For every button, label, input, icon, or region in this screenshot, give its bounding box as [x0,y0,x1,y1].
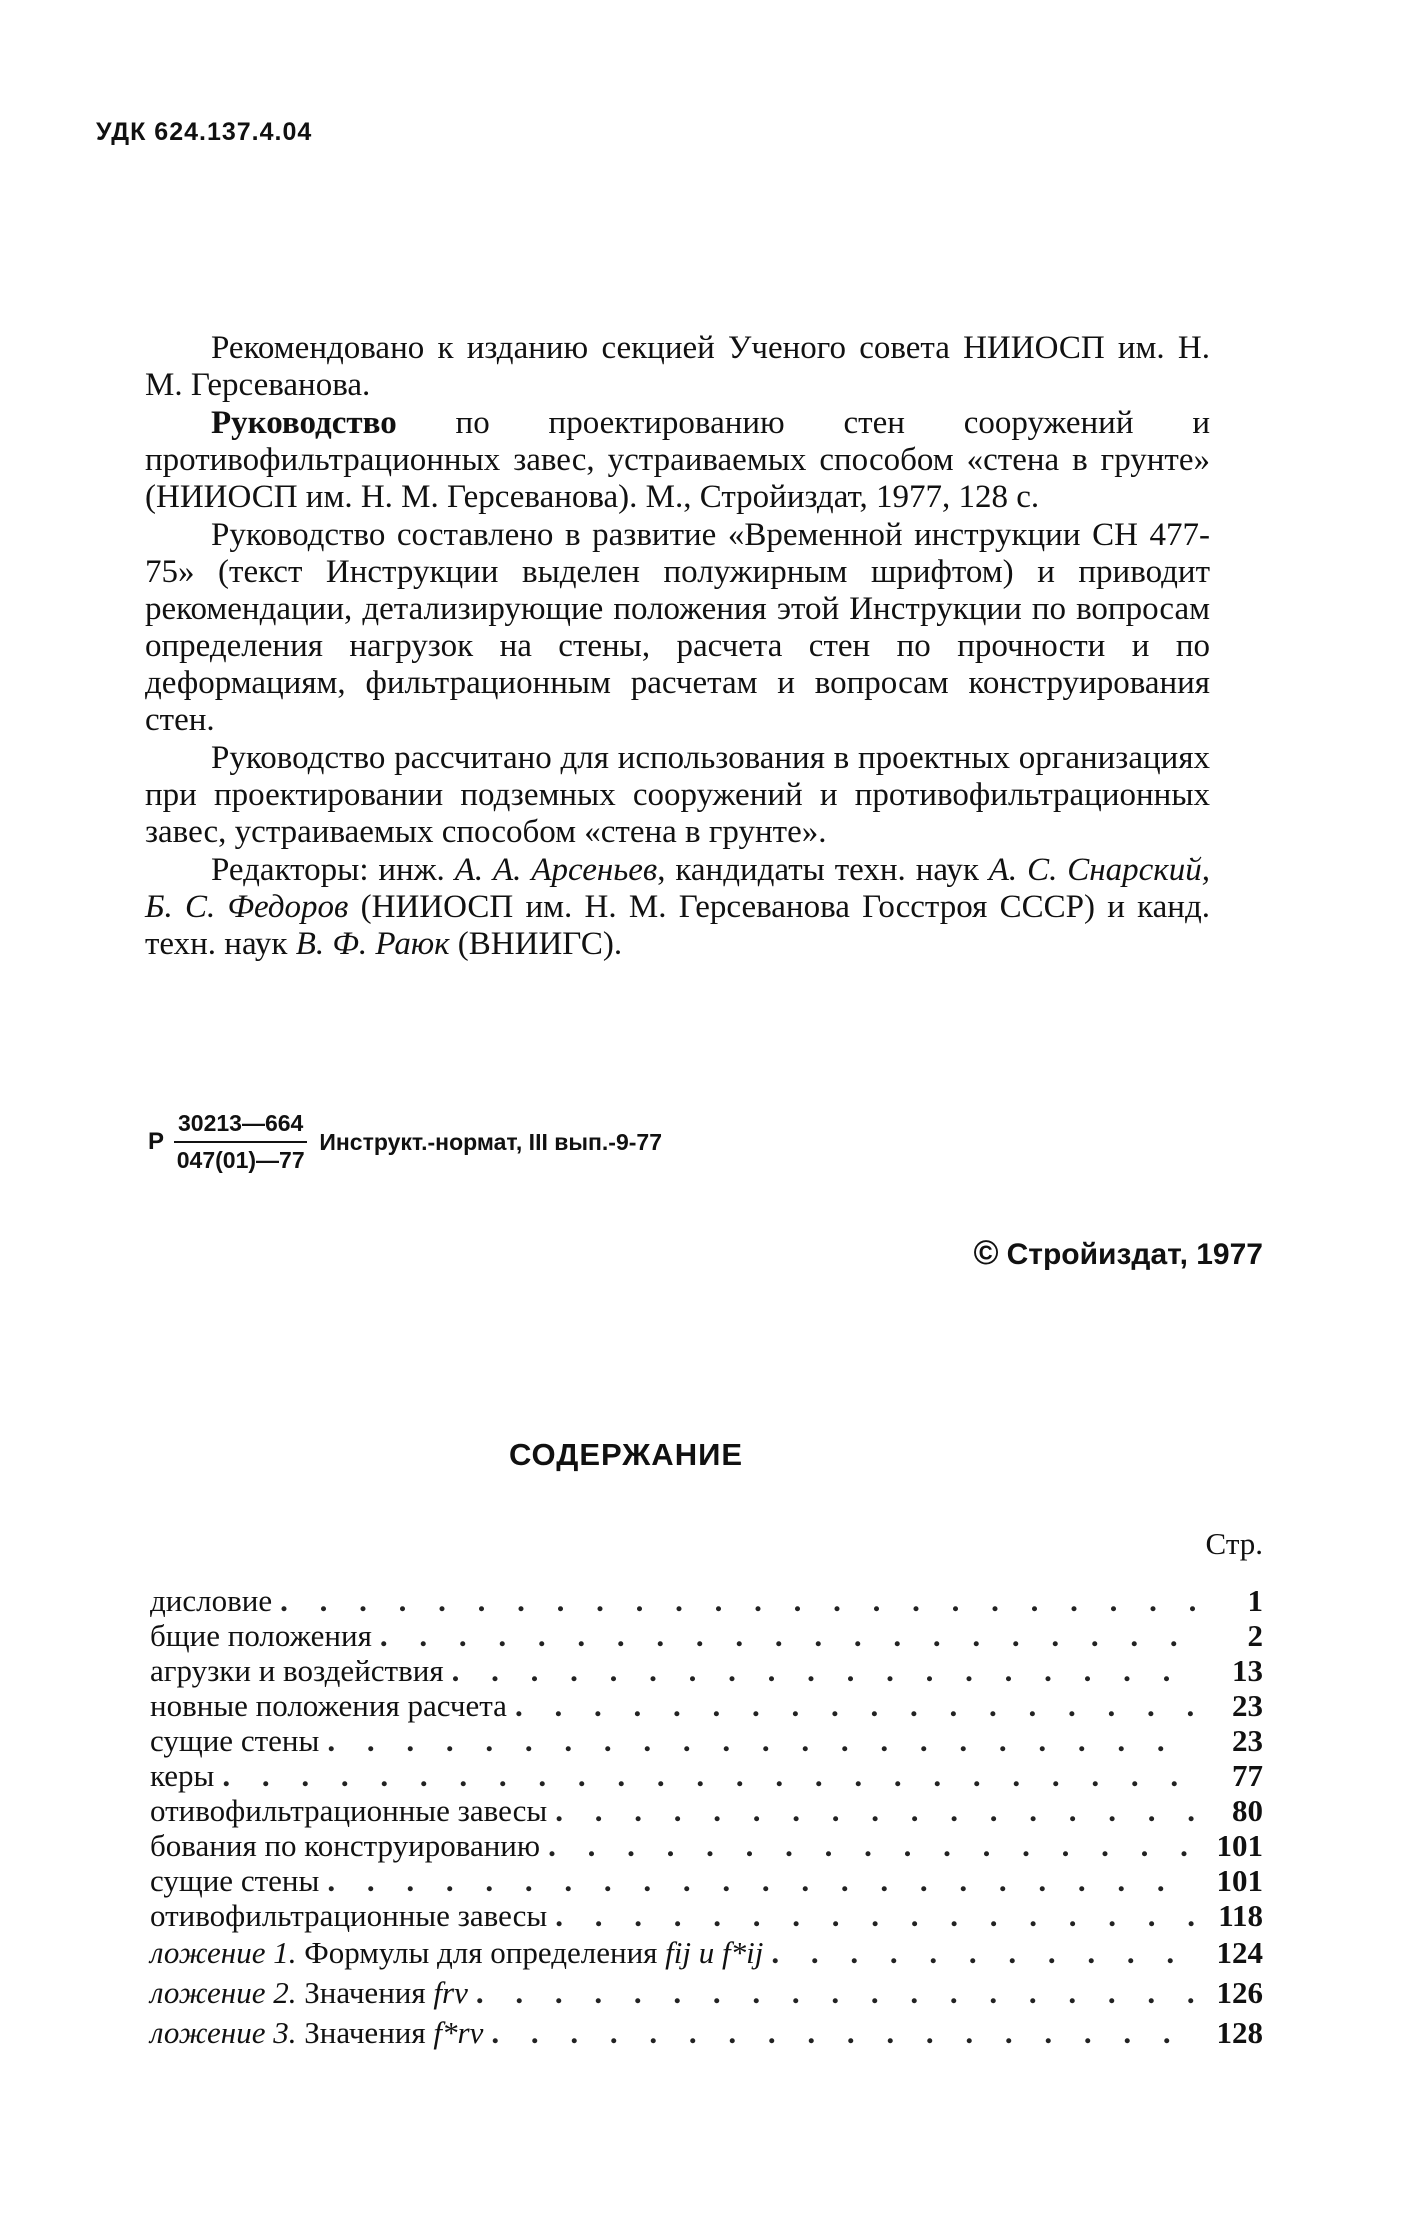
toc-entry[interactable]: бщие положения . . . 2 [150,1618,1263,1653]
editors-text-2: , кандидаты техн. наук [657,852,989,888]
leader-dots [372,1618,1197,1653]
editor-snarsky-fedorov: А. С. Снарский, Б. С. Федоров [145,852,1210,925]
leader-dots [214,1758,1197,1793]
purpose-paragraph: Руководство рассчитано для использования в проектных организациях при проектировании подземных сооружений и противофильтрационных завес, устраиваемых способом «стена в грунте». [145,740,1210,850]
imprint-text: Инструкт.-нормат, III вып.-9-77 [319,1128,663,1155]
editors-text-1: Редакторы: инж. [211,852,455,888]
formula-symbol: fij и f*ij [665,1935,764,1970]
description-paragraph: Руководство составлено в развитие «Временной инструкции СН 477-75» (текст Инструкции выделен полужирным шрифтом) и приводит рекомендации, детализирующие положения этой Инструкции по вопросам определения нагрузок на стены, расчета стен по прочности и по деформациям, фильтрационным расчетам и вопросам конструирования стен. [145,517,1210,738]
toc-appendix-entry[interactable]: ложение 1. Формулы для определения fij и f*ij . . . 124 [150,1933,1263,1973]
imprint-symbol: Р [148,1128,165,1155]
editors-text-4: (ВНИИГС). [449,926,623,962]
leader-dots [547,1898,1197,1933]
imprint-numerator: 30213—664 [174,1110,307,1143]
toc-page-header: Стр. [1205,1526,1263,1561]
title-bold: Руководство [211,405,397,441]
imprint-denominator: 047(01)—77 [176,1147,305,1173]
toc-title: СОДЕРЖАНИЕ [508,1437,744,1472]
toc-entry[interactable]: дисловие . . . 1 [150,1583,1263,1618]
udk-code: УДК 624.137.4.04 [96,118,313,146]
toc-entry[interactable]: керы . . . 77 [150,1758,1263,1793]
toc-entry[interactable]: агрузки и воздействия . . . 13 [150,1653,1263,1688]
toc-entry[interactable]: сущие стены . . . 23 [150,1723,1263,1758]
editor-rayuk: В. Ф. Раюк [295,926,450,962]
toc-entry[interactable]: отивофильтрационные завесы . . . 80 [150,1793,1263,1828]
leader-dots [507,1688,1197,1723]
bibliographic-paragraph [145,405,1210,516]
toc-entry[interactable]: бования по конструированию . . . 101 [150,1828,1263,1863]
formula-symbol: f*rv [433,2015,484,2050]
toc-entry[interactable]: отивофильтрационные завесы . . . 118 [150,1898,1263,1933]
leader-dots [483,2013,1197,2053]
leader-dots [272,1583,1197,1618]
copyright-text: Стройиздат, 1977 [1006,1238,1263,1271]
imprint-code [148,1110,662,1174]
formula-symbol: frv [433,1975,468,2010]
toc-entry[interactable]: сущие стены . . . 101 [150,1863,1263,1898]
editors-paragraph [145,852,1210,963]
copyright-icon: © [973,1234,999,1272]
leader-dots [319,1863,1197,1898]
leader-dots [319,1723,1197,1758]
toc-appendix-entry[interactable]: ложение 2. Значения frv . . . 126 [150,1973,1263,2013]
editor-arsenyev: А. А. Арсеньев [454,852,658,888]
title-rest: по проектированию стен сооружений и противофильтрационных завес, устраиваемых способом «стена в грунте» (НИИОСП им. Н. М. Герсеванова). М., Стройиздат, 1977, 128 с. [145,405,1210,515]
leader-dots [444,1653,1197,1688]
copyright-notice [974,1234,1263,1273]
recommendation-paragraph: Рекомендовано к изданию секцией Ученого совета НИИОСП им. Н. М. Герсеванова. [145,330,1210,403]
table-of-contents [150,1583,1263,2053]
leader-dots [540,1828,1197,1863]
annotation-text [145,330,1210,964]
editors-text-3: (НИИОСП им. Н. М. Герсеванова Госстроя СССР) и канд. техн. наук [145,889,1211,962]
leader-dots [468,1973,1197,2013]
imprint-fraction [174,1110,307,1174]
leader-dots [763,1933,1197,1973]
toc-entry[interactable]: новные положения расчета . . . 23 [150,1688,1263,1723]
leader-dots [547,1793,1197,1828]
toc-appendix-entry[interactable]: ложение 3. Значения f*rv . . . 128 [150,2013,1263,2053]
